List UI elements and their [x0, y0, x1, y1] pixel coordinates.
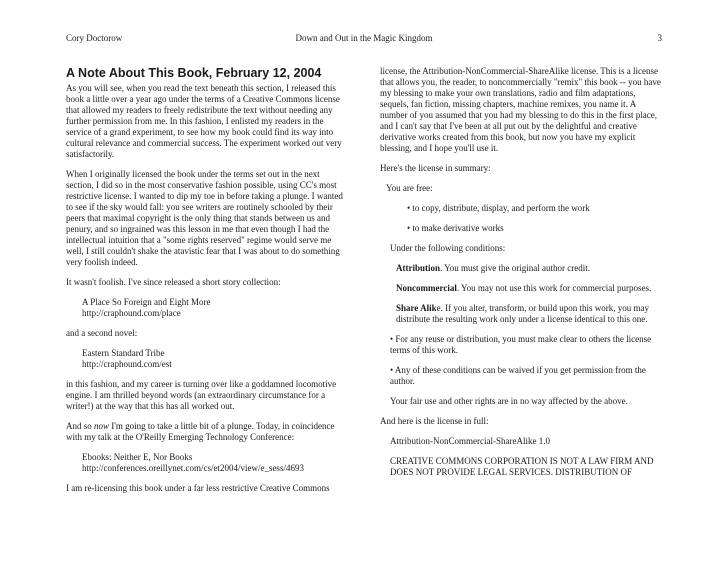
section-title: A Note About This Book, February 12, 2004: [66, 66, 322, 80]
header-book-title: Down and Out in the Magic Kingdom: [295, 33, 433, 43]
talk-title: Ebooks: Neither E, Nor Books: [82, 452, 193, 462]
collection-reference: [82, 297, 348, 319]
waive-note: • Any of these conditions can be waived if you get permission from the author.: [390, 365, 646, 386]
talk-reference: [82, 452, 348, 474]
right-column: [380, 66, 662, 487]
paragraph: When I originally licensed the book under the terms set out in the next section, I did so in the most conservative fashion possible, using CC's most restrictive license. I wanted to dip my toe in before taking a plunge. I wanted to see if the sky would fall: you see writers are routinely schooled by their peers that maximal copyright is the only thing that stands between us and penury, and so ingrained was this lesson in me that even though I had the intellectual intuition that a "some rights reserved" regime would serve me well, I still couldn't shake the atavistic fear that I was about to do something very foolish indeed.: [66, 169, 343, 267]
paragraph: Here's the license in summary:: [380, 163, 491, 173]
novel-title: Eastern Standard Tribe: [82, 348, 165, 358]
emphasis: now: [94, 421, 110, 431]
paragraph: And so now I'm going to take a little bit of a plunge. Today, in coincidence with my talk at the O'Reilly Emerging Technology Conference:: [66, 421, 335, 442]
novel-url[interactable]: http://craphound.com/est: [82, 359, 172, 369]
paragraph: It wasn't foolish. I've since released a short story collection:: [66, 277, 281, 287]
license-name: Attribution-NonCommercial-ShareAlike 1.0: [390, 436, 550, 446]
left-column: [66, 66, 348, 503]
paragraph: And here is the license in full:: [380, 416, 489, 426]
header-author: Cory Doctorow: [66, 33, 123, 43]
collection-url[interactable]: http://craphound.com/place: [82, 308, 181, 318]
talk-url[interactable]: http://conferences.oreillynet.com/cs/et2004/view/e_sess/4693: [82, 463, 304, 473]
legal-disclaimer: CREATIVE COMMONS CORPORATION IS NOT A LAW FIRM AND DOES NOT PROVIDE LEGAL SERVICES. DISTRIBUTION OF: [390, 456, 654, 477]
running-header: [66, 33, 662, 45]
paragraph: I am re-licensing this book under a far less restrictive Creative Commons: [66, 483, 330, 493]
condition-attribution: Attribution. You must give the original author credit.: [396, 263, 590, 273]
freedom-item: • to make derivative works: [407, 223, 504, 233]
paragraph: and a second novel:: [66, 328, 138, 338]
paragraph: in this fashion, and my career is turning over like a goddamned locomotive engine. I am thrilled beyond words (an extraordinary circumstance for a writer!) at the way that this has all worked out.: [66, 379, 337, 411]
free-heading: You are free:: [386, 183, 433, 193]
freedom-item: • to copy, distribute, display, and perform the work: [407, 203, 590, 213]
collection-title: A Place So Foreign and Eight More: [82, 297, 211, 307]
novel-reference: [82, 348, 348, 370]
fair-use-note: Your fair use and other rights are in no way affected by the above.: [390, 396, 628, 406]
condition-noncommercial: Noncommercial. You may not use this work for commercial purposes.: [396, 283, 652, 293]
condition-sharealike: Share Alike. If you alter, transform, or build upon this work, you may distribute the resulting work only under a license identical to this one.: [396, 303, 649, 324]
reuse-note: • For any reuse or distribution, you must make clear to others the license terms of this work.: [390, 334, 652, 355]
paragraph: license, the Attribution-NonCommercial-ShareAlike license. This is a license that allows you, the reader, to noncommercially "remix" this book -- you have my blessing to make your own translations, radio and film adaptations, sequels, fan fiction, missing chapters, machine remixes, you name it. A number of you assumed that you had my blessing to do this in the first place, and I can't say that I've been at all put out by the delightful and creative derivative works created from this book, but now you have my explicit blessing, and I hope you'll use it.: [380, 66, 661, 153]
page-number: 3: [657, 33, 662, 43]
conditions-heading: Under the following conditions:: [390, 243, 506, 253]
paragraph: As you will see, when you read the text beneath this section, I released this book a little over a year ago under the terms of a Creative Commons license that allowed my readers to freely redistribute the text without needing any further permission from me. In this fashion, I enlisted my readers in the service of a grand experiment, to see how my book could find its way into cultural relevance and commercial success. The experiment worked out very satisfactorily.: [66, 83, 342, 159]
